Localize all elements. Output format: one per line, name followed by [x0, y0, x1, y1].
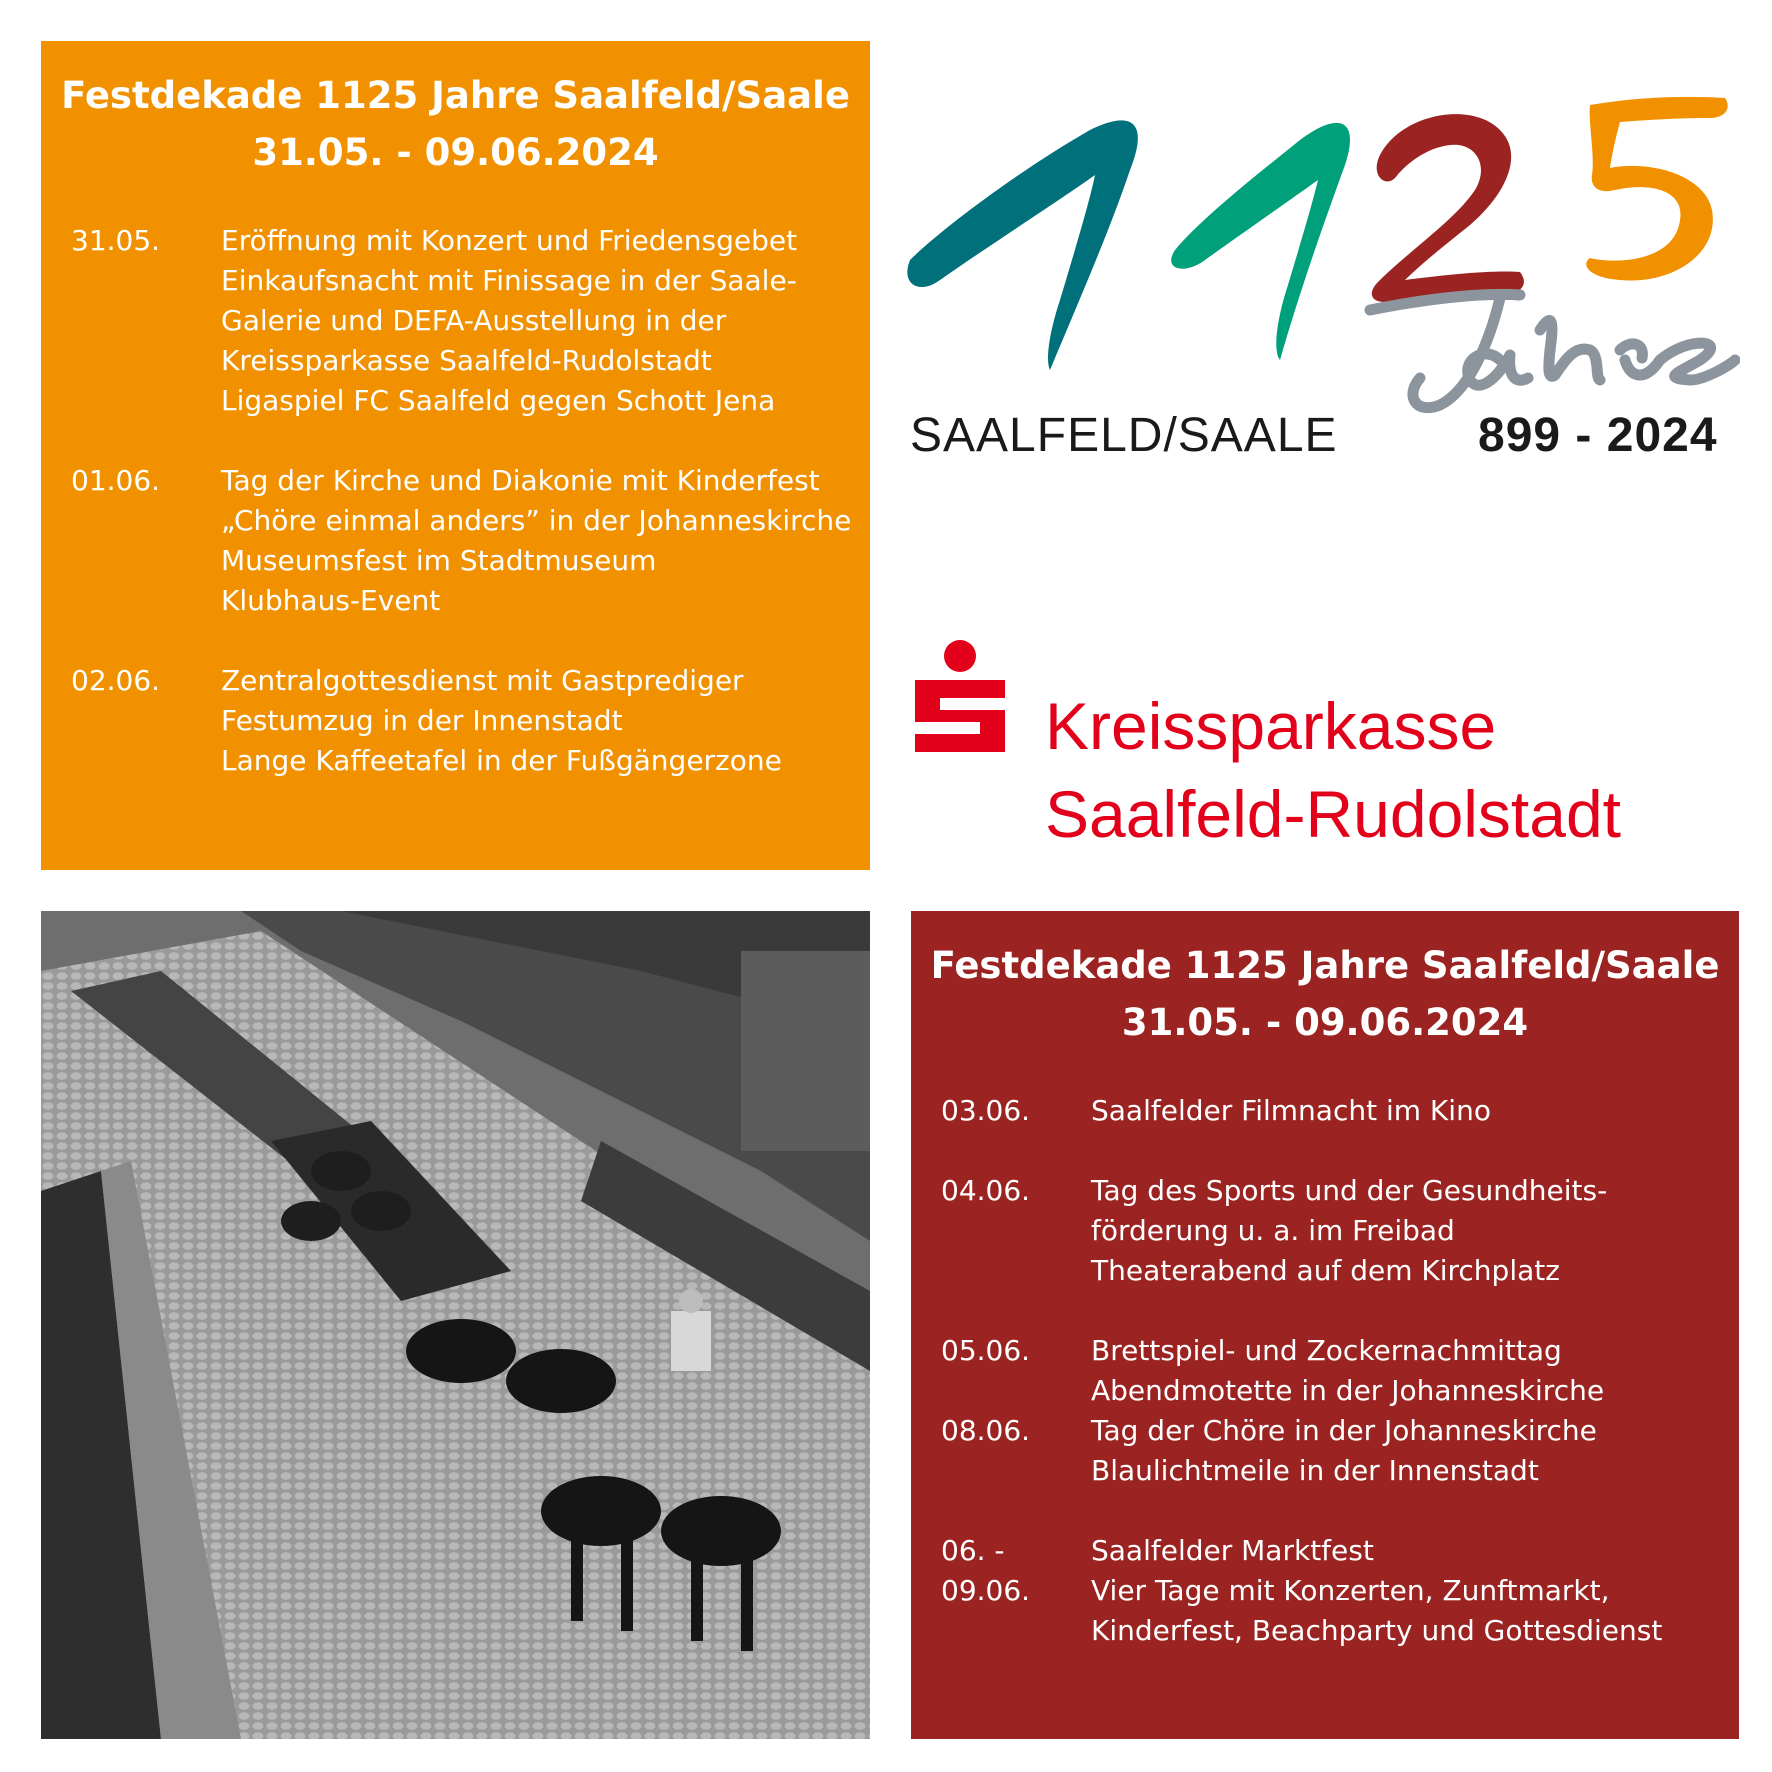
- event-line: Eröffnung mit Konzert und Friedensgebet: [221, 224, 798, 257]
- event-date: 04.06.: [941, 1174, 1031, 1207]
- event-line: Ligaspiel FC Saalfeld gegen Schott Jena: [221, 384, 776, 417]
- event-list: [941, 1091, 1729, 1651]
- event-line: Saalfelder Marktfest: [1091, 1534, 1374, 1567]
- event-line: Vier Tage mit Konzerten, Zunftmarkt,: [1091, 1574, 1610, 1607]
- event-line: Museumsfest im Stadtmuseum: [221, 544, 657, 577]
- event-line: förderung u. a. im Freibad: [1091, 1214, 1455, 1247]
- panel-title: Festdekade 1125 Jahre Saalfeld/Saale: [61, 74, 850, 117]
- sparkasse-s-icon: [910, 640, 1010, 760]
- event-item: [941, 1171, 1729, 1291]
- event-item: [941, 1091, 1729, 1131]
- event-line: Einkaufsnacht mit Finissage in der Saale-: [221, 264, 797, 297]
- schedule-panel-orange: [41, 41, 870, 870]
- event-date: 05.06.: [941, 1334, 1031, 1367]
- event-line: Theaterabend auf dem Kirchplatz: [1091, 1254, 1560, 1287]
- event-line: Abendmotette in der Johanneskirche: [1091, 1374, 1605, 1407]
- event-line: Lange Kaffeetafel in der Fußgängerzone: [221, 744, 782, 777]
- event-item: [71, 221, 860, 421]
- event-line: Kinderfest, Beachparty und Gottesdienst: [1091, 1614, 1663, 1647]
- bank-name-line2: Saalfeld-Rudolstadt: [1045, 777, 1622, 851]
- panel-title: Festdekade 1125 Jahre Saalfeld/Saale: [930, 944, 1720, 987]
- logo-years: 899 - 2024: [1478, 409, 1718, 462]
- event-list: [71, 221, 860, 781]
- event-line: Zentralgottesdienst mit Gastprediger: [221, 664, 744, 697]
- event-line: Festumzug in der Innenstadt: [221, 704, 623, 737]
- bank-logo: [900, 630, 1760, 860]
- event-item: [941, 1531, 1729, 1651]
- event-date: 31.05.: [71, 224, 161, 257]
- event-line: Kreissparkasse Saalfeld-Rudolstadt: [221, 344, 712, 377]
- event-line: Klubhaus-Event: [221, 584, 441, 617]
- panel-subtitle: 31.05. - 09.06.2024: [1121, 1001, 1529, 1044]
- event-date: 06. - 09.06.: [941, 1534, 1031, 1607]
- historic-parade-photo: [41, 911, 870, 1739]
- event-line: Galerie und DEFA-Ausstellung in der: [221, 304, 727, 337]
- event-line: Brettspiel- und Zockernachmittag: [1091, 1334, 1562, 1367]
- event-item: [941, 1331, 1729, 1411]
- event-line: „Chöre einmal anders” in der Johanneskirche: [221, 504, 852, 537]
- panel-subtitle: 31.05. - 09.06.2024: [252, 131, 659, 174]
- anniversary-logo: [900, 60, 1740, 500]
- event-line: Tag des Sports und der Gesundheits-: [1091, 1174, 1608, 1207]
- event-date: 02.06.: [71, 664, 161, 697]
- event-line: Blaulichtmeile in der Innenstadt: [1091, 1454, 1539, 1487]
- event-item: [71, 461, 860, 621]
- event-date: 01.06.: [71, 464, 161, 497]
- event-line: Tag der Kirche und Diakonie mit Kinderfest: [221, 464, 820, 497]
- event-line: Tag der Chöre in der Johanneskirche: [1091, 1414, 1597, 1447]
- event-line: Saalfelder Filmnacht im Kino: [1091, 1094, 1491, 1127]
- logo-city: SAALFELD/SAALE: [910, 409, 1338, 462]
- event-item: [941, 1411, 1729, 1491]
- bank-name-line1: Kreissparkasse: [1045, 689, 1497, 763]
- event-date: 03.06.: [941, 1094, 1031, 1127]
- historic-parade-photo-icon: [41, 911, 870, 1739]
- event-item: [71, 661, 860, 781]
- schedule-panel-red: [911, 911, 1739, 1739]
- event-date: 08.06.: [941, 1414, 1031, 1447]
